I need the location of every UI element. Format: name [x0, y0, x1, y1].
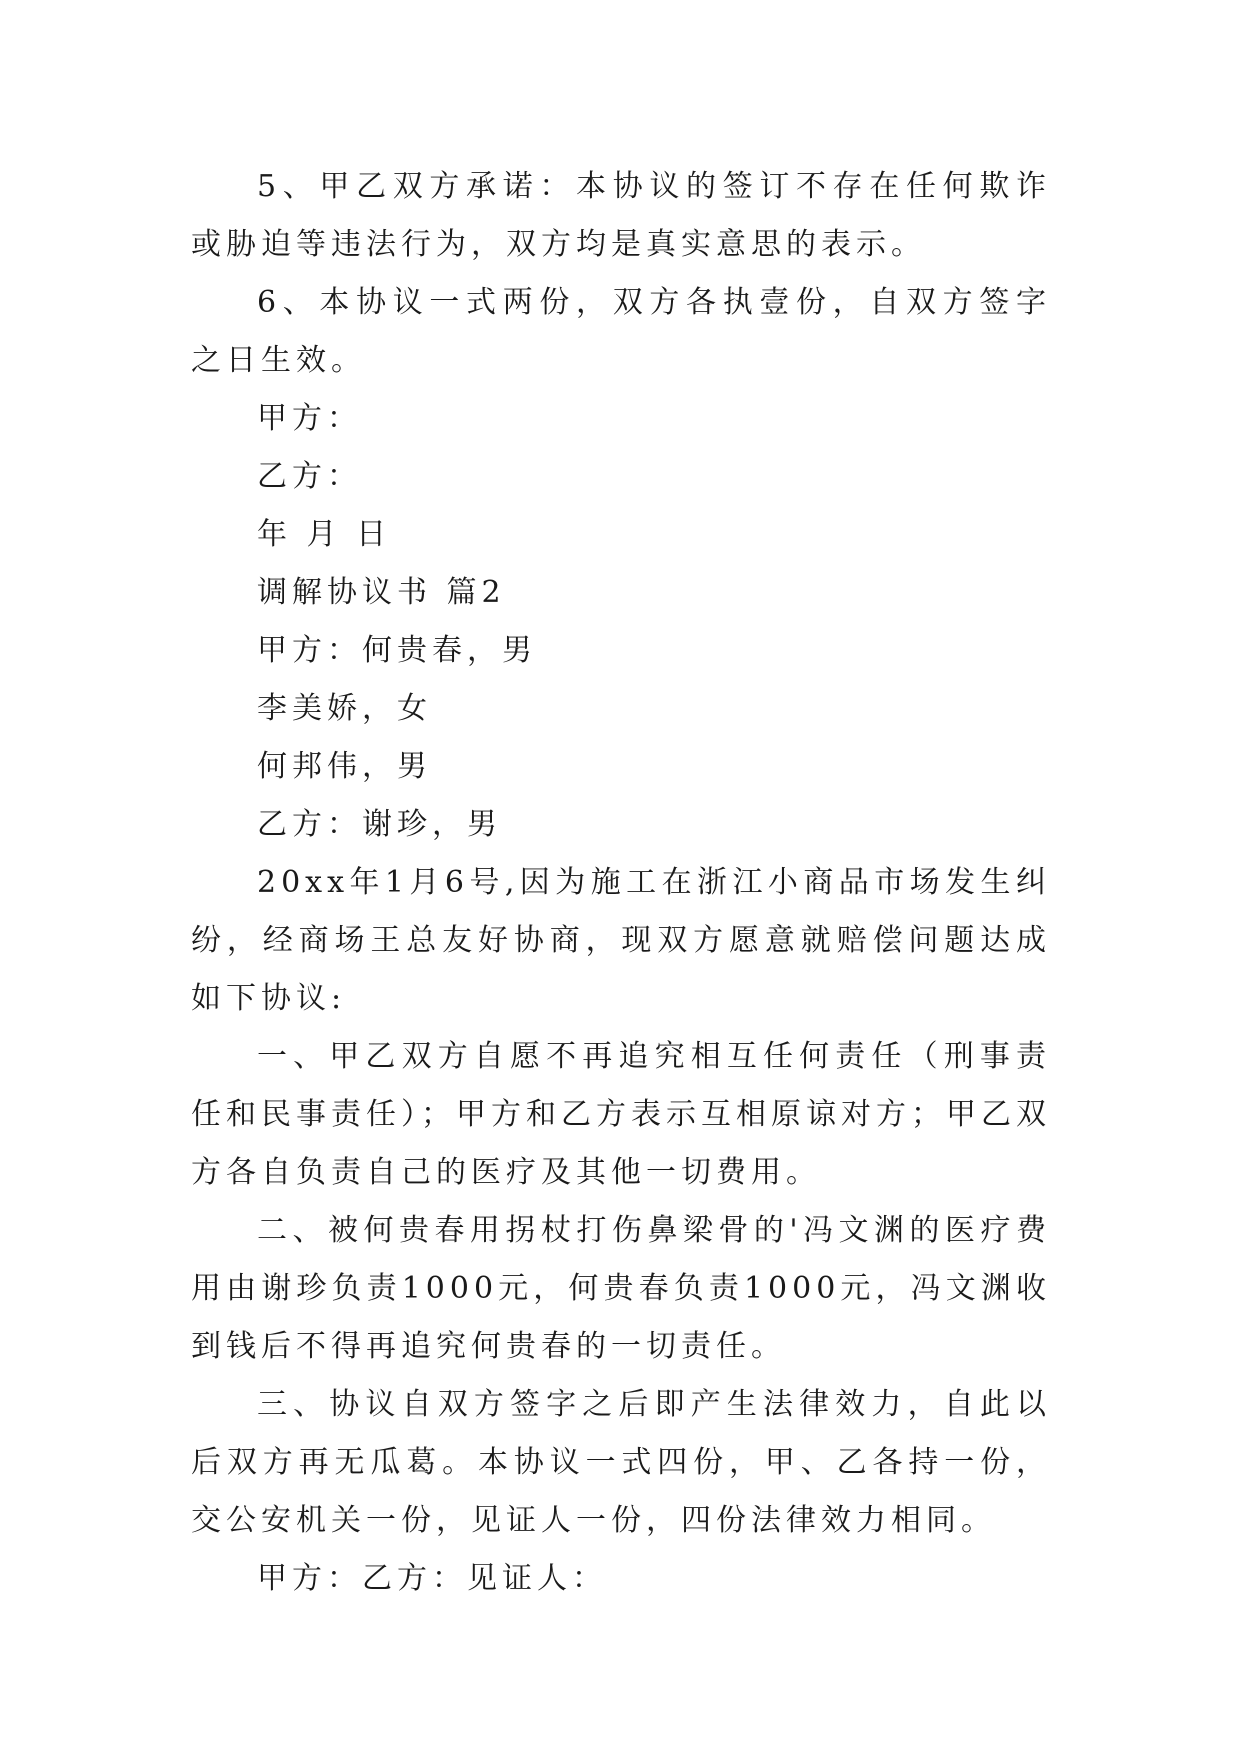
party-a-member-1: 甲方：何贵春，男: [257, 633, 537, 668]
signature-date: 年 月 日: [257, 517, 392, 552]
party-a-member-3: 何邦伟，男: [257, 749, 432, 784]
document-body: [191, 158, 1051, 1608]
signature-line: 甲方：乙方：见证人：: [257, 1561, 607, 1596]
paragraph-article-3: 三、协议自双方签字之后即产生法律效力，自此以后双方再无瓜葛。本协议一式四份，甲、乙各持一份，交公安机关一份，见证人一份，四份法律效力相同。: [191, 1387, 1051, 1538]
signature-party-b: 乙方：: [257, 459, 362, 494]
paragraph-article-2: 二、被何贵春用拐杖打伤鼻梁骨的'冯文渊的医疗费用由谢珍负责1000元，何贵春负责1000元，冯文渊收到钱后不得再追究何贵春的一切责任。: [191, 1213, 1051, 1364]
paragraph-clause-6: 6、本协议一式两份，双方各执壹份，自双方签字之日生效。: [191, 285, 1051, 378]
signature-party-a: 甲方：: [257, 401, 362, 436]
party-b-member: 乙方：谢珍，男: [257, 807, 502, 842]
paragraph-background: 20xx年1月6号,因为施工在浙江小商品市场发生纠纷，经商场王总友好协商，现双方愿意就赔偿问题达成如下协议:: [191, 865, 1051, 1016]
paragraph-clause-5: 5、甲乙双方承诺：本协议的签订不存在任何欺诈或胁迫等违法行为，双方均是真实意思的表示。: [191, 169, 1051, 262]
section-title: 调解协议书 篇2: [257, 575, 506, 610]
party-a-member-2: 李美娇，女: [257, 691, 432, 726]
paragraph-article-1: 一、甲乙双方自愿不再追究相互任何责任（刑事责任和民事责任）；甲方和乙方表示互相原谅对方；甲乙双方各自负责自己的医疗及其他一切费用。: [191, 1039, 1051, 1190]
